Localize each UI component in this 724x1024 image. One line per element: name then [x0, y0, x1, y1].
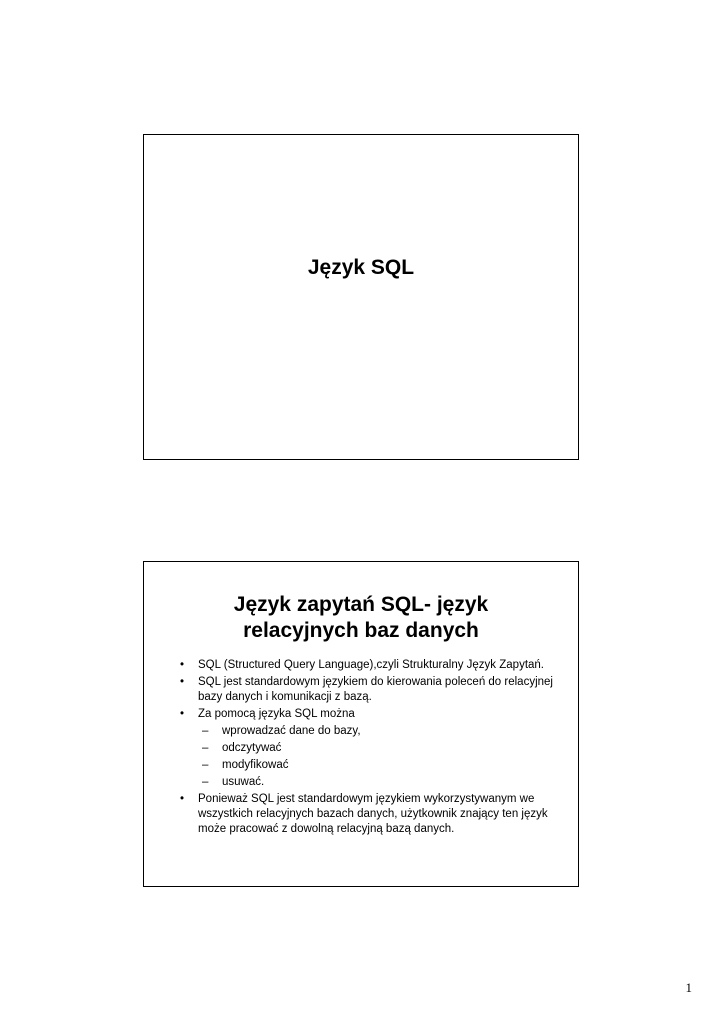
- slide-2-title: [144, 592, 578, 644]
- bullet-text: SQL (Structured Query Language),czyli Strukturalny Język Zapytań.: [198, 659, 545, 671]
- sub-bullet-mark: –: [202, 725, 209, 737]
- bullet-mark: •: [180, 659, 185, 671]
- bullet-item: [180, 707, 558, 722]
- sub-bullet-item: [180, 741, 558, 756]
- bullet-text: Za pomocą języka SQL można: [198, 708, 355, 720]
- sub-bullet-item: [180, 758, 558, 773]
- bullet-item: [180, 658, 558, 673]
- bullet-text: Ponieważ SQL jest standardowym językiem wykorzystywanym we wszystkich relacyjnych bazach danych, użytkownik znający ten język może pracować z dowolną relacyjną bazą danych.: [198, 793, 548, 835]
- sub-bullet-text: usuwać.: [222, 776, 265, 788]
- sub-bullet-text: modyfikować: [222, 759, 289, 771]
- slide-1-title: Język SQL: [307, 256, 415, 279]
- sub-bullet-text: odczytywać: [222, 742, 282, 754]
- slide-2-title-line-2: relacyjnych baz danych: [243, 619, 479, 642]
- slide-1: [143, 134, 579, 460]
- sub-bullet-mark: –: [202, 776, 209, 788]
- bullet-item: [180, 675, 558, 705]
- sub-bullet-mark: –: [202, 759, 209, 771]
- bullet-mark: •: [180, 708, 185, 720]
- sub-bullet-mark: –: [202, 742, 209, 754]
- bullet-item: [180, 792, 558, 837]
- sub-bullet-item: [180, 724, 558, 739]
- page-number: 1: [685, 980, 692, 995]
- bullet-mark: •: [180, 676, 185, 688]
- bullet-text: SQL jest standardowym językiem do kierowania poleceń do relacyjnej bazy danych i komunikacji z bazą.: [198, 676, 553, 703]
- bullet-mark: •: [180, 793, 185, 805]
- slide-2-title-line-1: Język zapytań SQL- język: [233, 593, 489, 616]
- bullet-list: [180, 658, 558, 839]
- slide-2: [143, 561, 579, 887]
- sub-bullet-item: [180, 775, 558, 790]
- sub-bullet-text: wprowadzać dane do bazy,: [222, 725, 361, 737]
